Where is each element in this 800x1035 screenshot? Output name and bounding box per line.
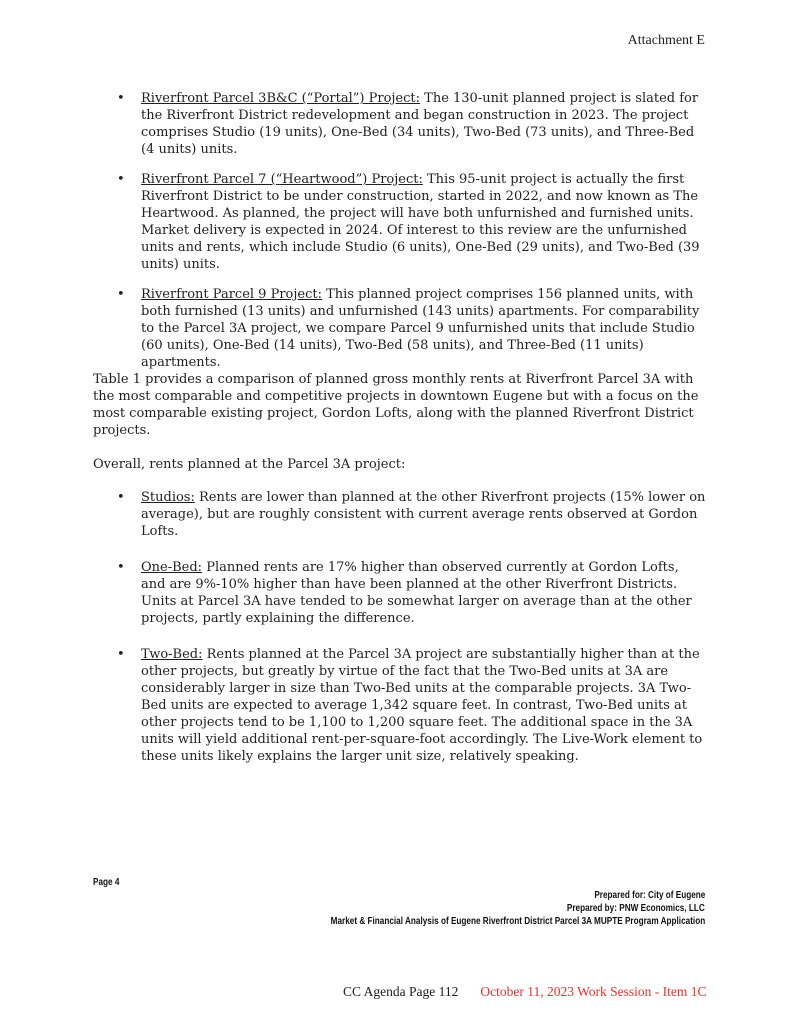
bullet-body: Rents planned at the Parcel 3A project are substantially higher than at the other projects, but greatly by virtue of the fact that the Two-Bed units at 3A are considerably larger in size than Two-Bed units at the comparable projects. 3A Two-Bed units are expected to average 1,342 square feet. In contrast, Two-Bed units at other projects tend to be 1,100 to 1,200 square feet. The additional space in the 3A units will yield additional rent-per-square-foot accordingly. The Live-Work element to these units likely explains the larger unit size, relatively speaking. [141,647,703,764]
bullet-heading: Two-Bed: [141,647,203,662]
bullet-item-parcel-7 [93,171,707,273]
bullet-heading: Riverfront Parcel 7 (“Heartwood”) Project: [141,172,423,187]
paragraph-overall-intro: Overall, rents planned at the Parcel 3A project: [93,457,406,472]
bullet-item-one-bed [93,559,707,627]
bullet-item-parcel-9 [93,286,707,371]
bullet-item-parcel-3bc [93,90,707,158]
attachment-label: Attachment E [627,33,705,48]
page-number-label: Page 4 [93,876,120,888]
bullet-heading: Riverfront Parcel 3B&C (“Portal”) Project: [141,91,421,106]
prepared-by-line: Prepared by: PNW Economics, LLC [567,902,705,914]
bullet-body: This 95-unit project is actually the first Riverfront District to be under construction, started in 2022, and now known as The Heartwood. As planned, the project will have both unfurnished and furnished units. Market delivery is expected in 2024. Of interest to this review are the unfurnished units and rents, which include Studio (6 units), One-Bed (29 units), and Two-Bed (39 units) units. [141,172,700,272]
analysis-title-line: Market & Financial Analysis of Eugene Riverfront District Parcel 3A MUPTE Program Application [330,915,705,927]
rent-comparison-bullet-list [93,489,707,765]
agenda-footer [343,984,707,1000]
bullet-body: Rents are lower than planned at the other Riverfront projects (15% lower on average), but are roughly consistent with current average rents observed at Gordon Lofts. [141,490,706,539]
bullet-heading: Riverfront Parcel 9 Project: [141,287,322,302]
bullet-item-two-bed [93,646,707,765]
document-body [93,90,707,765]
bullet-body: The 130-unit planned project is slated for the Riverfront District redevelopment and began construction in 2023. The project comprises Studio (19 units), One-Bed (34 units), Two-Bed (73 units), and Three-Bed (4 units) units. [141,91,699,157]
prepared-for-line: Prepared for: City of Eugene [593,889,705,901]
bullet-body: Planned rents are 17% higher than observed currently at Gordon Lofts, and are 9%-10% higher than have been planned at the other Riverfront Districts. Units at Parcel 3A have tended to be somewhat larger on average than at the other projects, partly explaining the difference. [141,560,692,626]
page-number [93,876,127,889]
bullet-item-studios [93,489,707,540]
work-session-label: October 11, 2023 Work Session - Item 1C [480,984,707,999]
prepared-footer [225,889,705,928]
bullet-body: This planned project comprises 156 planned units, with both furnished (13 units) and unfurnished (143 units) apartments. For comparability to the Parcel 3A project, we compare Parcel 9 unfurnished units that include Studio (60 units), One-Bed (14 units), Two-Bed (58 units), and Three-Bed (11 units) apartments. [141,287,700,370]
bullet-heading: Studios: [141,490,195,505]
riverfront-projects-bullet-list [93,90,707,371]
bullet-heading: One-Bed: [141,560,203,575]
paragraph-table-comparison: Table 1 provides a comparison of planned gross monthly rents at Riverfront Parcel 3A with the most comparable and competitive projects in downtown Eugene but with a focus on the most comparable existing project, Gordon Lofts, along with the planned Riverfront District projects. [93,372,699,438]
agenda-page-label: CC Agenda Page 112 [343,984,459,999]
